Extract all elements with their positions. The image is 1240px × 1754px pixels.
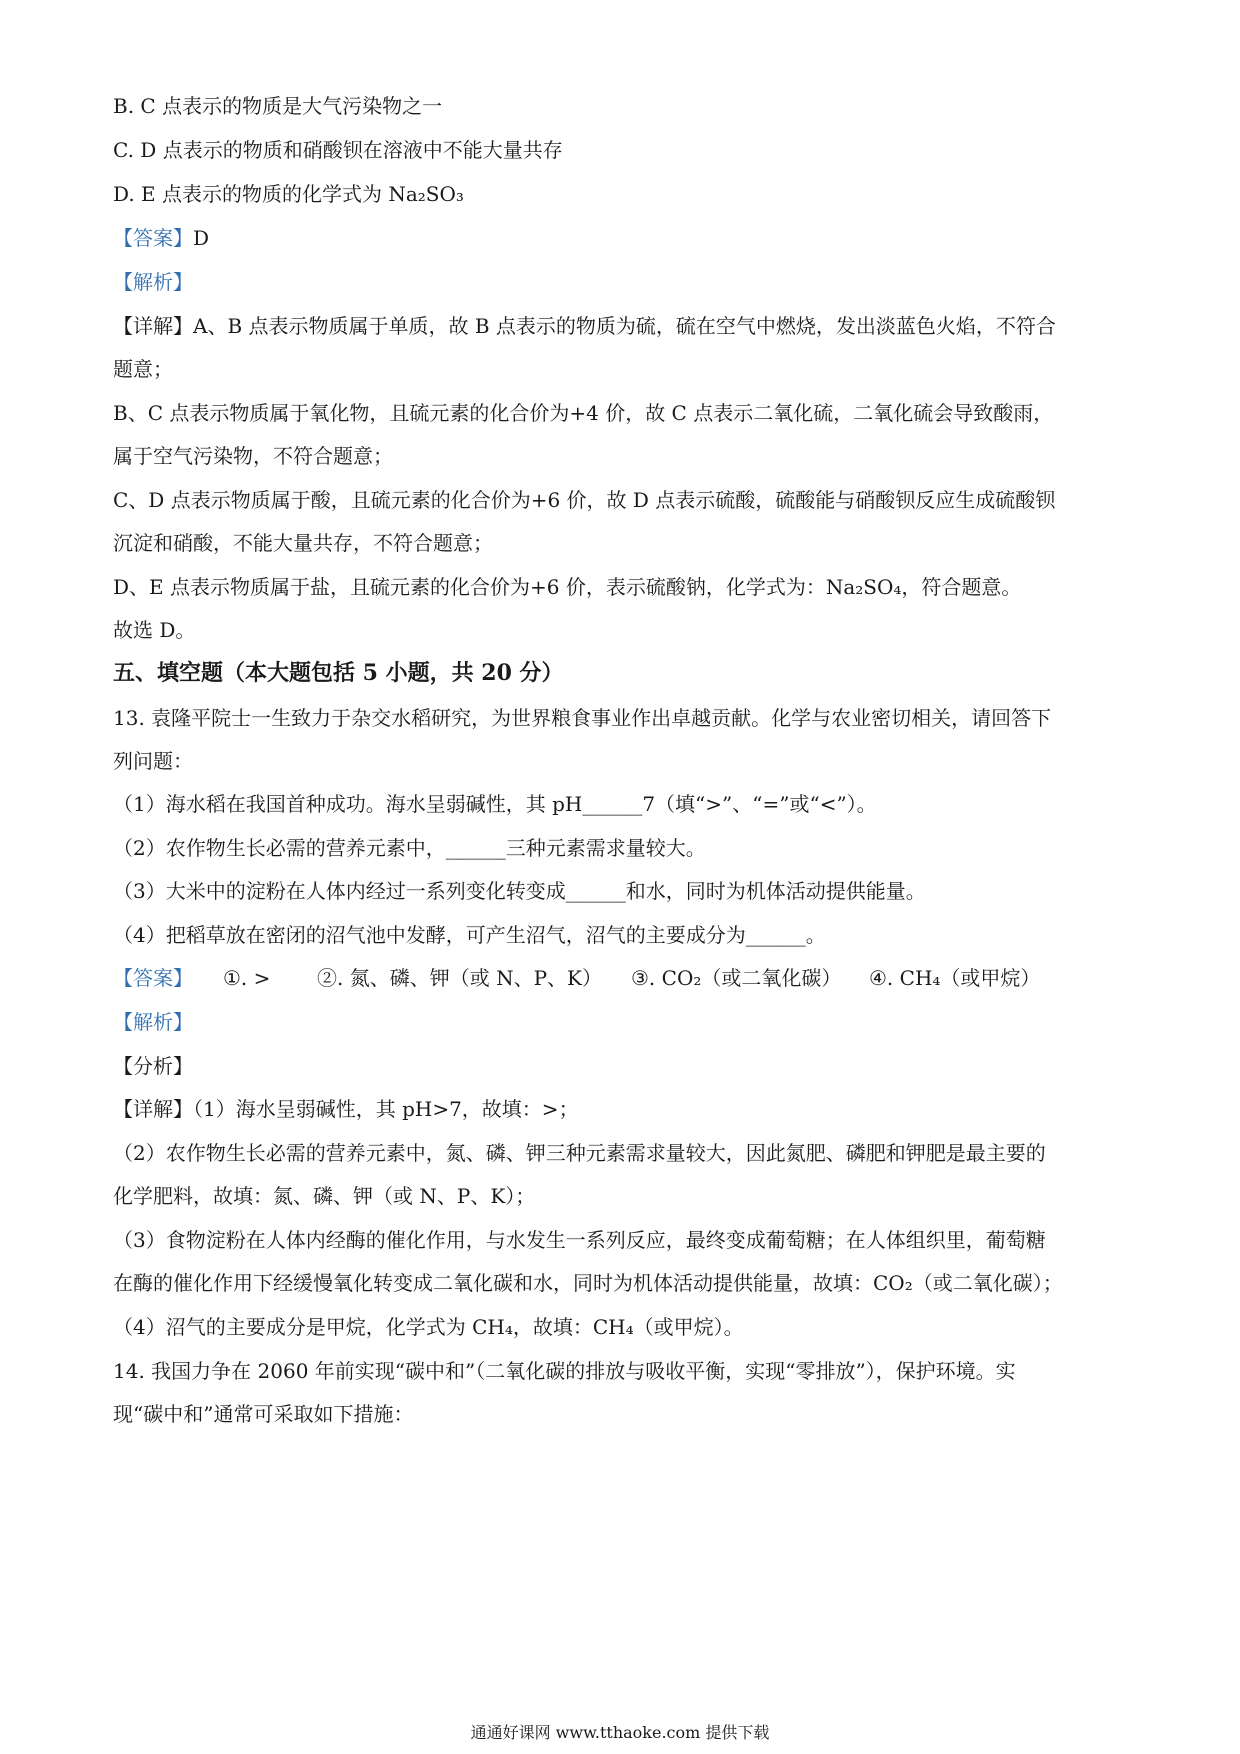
option-b: B. C 点表示的物质是大气污染物之一	[113, 94, 443, 118]
q12-detail-1a: 【详解】A、B 点表示物质属于单质，故 B 点表示的物质为硫，硫在空气中燃烧，发出淡蓝色火焰，不符合	[113, 314, 1056, 338]
fenxi-label: 【分析】	[113, 1054, 193, 1078]
q12-answer-line	[113, 224, 1127, 252]
q12-conclusion: 故选 D。	[113, 618, 196, 642]
answer-label: 【答案】	[113, 966, 193, 990]
q13-stem-a: 13. 袁隆平院士一生致力于杂交水稻研究，为世界粮食事业作出卓越贡献。化学与农业密切相关，请回答下	[113, 706, 1052, 730]
q14-stem-b: 现“碳中和”通常可采取如下措施：	[113, 1402, 414, 1426]
q13-sub-4: （4）把稻草放在密闭的沼气池中发酵，可产生沼气，沼气的主要成分为______。	[113, 923, 826, 947]
analysis-label: 【解析】	[113, 1010, 193, 1034]
q13-stem-b: 列问题：	[113, 749, 193, 773]
q13-detail-2b: 化学肥料，故填：氮、磷、钾（或 N、P、K）；	[113, 1184, 536, 1208]
answer-4: ④. CH₄（或甲烷）	[869, 966, 1041, 990]
answer-label: 【答案】	[113, 226, 193, 250]
q12-detail-3b: 沉淀和硝酸，不能大量共存，不符合题意；	[113, 531, 493, 555]
q14-stem-a: 14. 我国力争在 2060 年前实现“碳中和”（二氧化碳的排放与吸收平衡，实现“零排放”），保护环境。实	[113, 1359, 1016, 1383]
q12-detail-2a: B、C 点表示物质属于氧化物，且硫元素的化合价为+4 价，故 C 点表示二氧化硫，二氧化硫会导致酸雨，	[113, 401, 1054, 425]
q13-detail-4: （4）沼气的主要成分是甲烷，化学式为 CH₄，故填：CH₄（或甲烷）。	[113, 1315, 744, 1339]
q13-detail-3a: （3）食物淀粉在人体内经酶的催化作用，与水发生一系列反应，最终变成葡萄糖；在人体组织里，葡萄糖	[113, 1228, 1046, 1252]
answer-1: ①. >	[223, 966, 271, 990]
q12-detail-4: D、E 点表示物质属于盐，且硫元素的化合价为+6 价，表示硫酸钠，化学式为：Na₂SO₄，符合题意。	[113, 575, 1022, 599]
answer-value: D	[193, 226, 210, 250]
q13-answer-line	[113, 964, 1127, 992]
section-title: 五、填空题（本大题包括 5 小题，共 20 分）	[113, 660, 564, 686]
q12-detail-1b: 题意；	[113, 357, 173, 381]
q13-sub-2: （2）农作物生长必需的营养元素中，______三种元素需求量较大。	[113, 836, 706, 860]
q12-detail-2b: 属于空气污染物，不符合题意；	[113, 444, 393, 468]
q13-detail-3b: 在酶的催化作用下经缓慢氧化转变成二氧化碳和水，同时为机体活动提供能量，故填：CO₂（或二氧化碳）；	[113, 1271, 1063, 1295]
q12-detail-3a: C、D 点表示物质属于酸，且硫元素的化合价为+6 价，故 D 点表示硫酸，硫酸能与硝酸钡反应生成硫酸钡	[113, 488, 1056, 512]
option-c: C. D 点表示的物质和硝酸钡在溶液中不能大量共存	[113, 138, 563, 162]
q13-sub-3: （3）大米中的淀粉在人体内经过一系列变化转变成______和水，同时为机体活动提供能量。	[113, 879, 926, 903]
q13-sub-1: （1）海水稻在我国首种成功。海水呈弱碱性，其 pH______7（填“>”、“=”或“<”）。	[113, 792, 877, 816]
option-d: D. E 点表示的物质的化学式为 Na₂SO₃	[113, 182, 464, 206]
answer-2: ②. 氮、磷、钾（或 N、P、K）	[317, 966, 602, 990]
q13-detail-2a: （2）农作物生长必需的营养元素中，氮、磷、钾三种元素需求量较大，因此氮肥、磷肥和钾肥是最主要的	[113, 1141, 1046, 1165]
analysis-label: 【解析】	[113, 270, 193, 294]
answer-3: ③. CO₂（或二氧化碳）	[631, 966, 842, 990]
q13-detail-1: 【详解】（1）海水呈弱碱性，其 pH>7，故填：>；	[113, 1097, 579, 1121]
page-footer: 通通好课网 www.tthaoke.com 提供下载	[470, 1723, 770, 1742]
